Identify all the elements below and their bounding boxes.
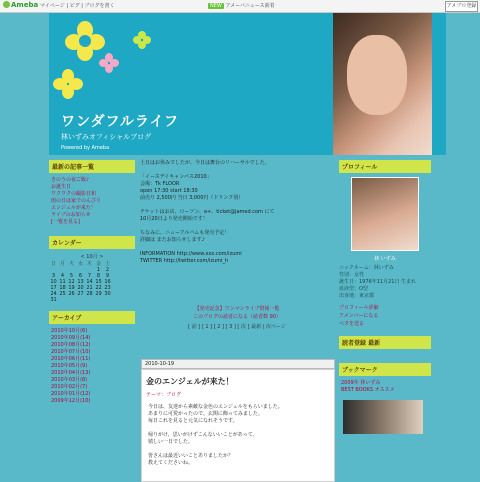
article-line [140, 223, 334, 230]
profile-details: ニックネーム：林いずみ 性別：女性 誕生日：1976年11月21日 生まれ 血液型：O型 出身地：東京都 [339, 265, 417, 299]
banner-image[interactable] [343, 400, 423, 434]
reader-heading[interactable]: 読者登録 最新 [339, 336, 431, 349]
profile-photo[interactable] [351, 177, 419, 251]
portrait [347, 35, 407, 115]
entry-line: 今日は、友達から素敵な金色のエンジェルをもらいました。 [148, 404, 283, 410]
list-item[interactable]: 2010年01月(12) [51, 391, 91, 397]
calendar-week: 24 25 26 27 28 29 30 [50, 291, 111, 297]
article-line: 土日はお休みでしたが、今日は舞台のリハーサルでした。 [140, 160, 270, 166]
article-line: open 17:30 start 18:30 [140, 188, 198, 194]
entry-line: 教えてくださいね。 [148, 460, 194, 466]
entry-links [140, 305, 334, 331]
list-item[interactable]: 雨の日は家でのんびり [51, 198, 102, 204]
article-line: 「イースデイキャンパス2010」 [140, 174, 212, 180]
flower-decoration [133, 31, 151, 49]
amember-link[interactable]: アメンバーになる [339, 313, 379, 319]
bookmark-list [339, 380, 431, 394]
entry-line: 帰りがけ、思いがけずこんないいことがあって、 [148, 432, 258, 438]
article-line[interactable]: INFORMATION http://www.xxx.com/izumi [140, 251, 242, 257]
article-line: 前売り 2,500円 当日 3,000円（ドリンク別） [140, 195, 244, 201]
flower-decoration [99, 53, 119, 73]
live-info-link[interactable]: 【発売記念】ワンマンライブ情報一覧 [194, 306, 280, 312]
list-item[interactable]: 2010年10月(6) [51, 328, 88, 334]
flower-decoration [53, 69, 83, 99]
article-line [140, 202, 334, 209]
article-line: チケットはお店、ローソン、e+、ticket@jamed.com にて [140, 209, 275, 215]
list-item[interactable]: 2010年09月(14) [51, 335, 91, 341]
list-item[interactable]: エンジェルが来た！ [51, 205, 96, 211]
article-line: ちなみに、ニューアルバムも発売予定！ [140, 230, 230, 236]
calendar-week: 1 2 [96, 267, 110, 273]
list-item[interactable]: ワクワクの撮影日和 [51, 191, 97, 197]
profile-heading: プロフィール [339, 160, 431, 173]
list-item[interactable]: 2010年05月(9) [51, 363, 88, 369]
bookmark-heading: ブックマーク [339, 363, 431, 376]
calendar [49, 260, 112, 303]
blog-subtitle: 林いずみオフィシャルブログ [61, 133, 152, 141]
entry-line: 嬉しい一日でした。 [148, 439, 194, 445]
list-item[interactable]: 2009年12月(10) [51, 398, 91, 404]
entry-line [148, 425, 328, 432]
entry-line: 皆さんは最近いいことありましたか？ [148, 453, 234, 459]
archive-list [49, 328, 135, 405]
recent-entries-heading: 最新の記事一覧 [49, 160, 135, 173]
powered-by: Powered by Ameba [61, 145, 110, 151]
login-button[interactable]: アメブロ登録 [445, 1, 478, 12]
article-line [140, 167, 334, 174]
list-item[interactable]: きのうの夜ご飯♪ [51, 177, 90, 183]
archive-heading: アーカイブ [49, 311, 135, 324]
main-column [140, 160, 334, 331]
list-item[interactable]: 2010年04月(13) [51, 370, 91, 376]
article-line [140, 244, 334, 251]
article-line[interactable]: TWITTER http://twitter.com/izumi_h [140, 258, 229, 264]
entry-line: 毎日これを見ると元気になれそうです。 [148, 418, 238, 424]
header-strip [432, 13, 446, 155]
pager[interactable]: [ 前 ] [ 1 ] [ 2 ] [ 3 ] [ 次 ] 最新 | 次ページ [188, 324, 286, 330]
list-item[interactable]: BEST BOOKS オススメ [341, 387, 395, 393]
article-line: 詳細は またお知らせします♪ [140, 237, 205, 243]
calendar-weekdays: 日 月 火 水 木 金 土 [50, 261, 110, 267]
list-item[interactable]: 2010年07月(10) [51, 349, 91, 355]
calendar-week: 10 11 12 13 14 15 16 [50, 279, 111, 285]
calendar-week: 31 [50, 297, 57, 303]
header-photo [333, 13, 432, 155]
entry [141, 369, 335, 482]
list-item[interactable]: ライブのお知らせ [51, 212, 91, 218]
recent-entries-list [49, 177, 135, 226]
calendar-week: 17 18 19 20 21 22 23 [50, 285, 111, 291]
article-line: 10月20日より発売開始です！ [140, 216, 208, 222]
ameba-logo-icon [3, 1, 10, 8]
list-item[interactable]: お誕生日 [51, 184, 72, 190]
list-item[interactable]: 2010年06月(11) [51, 356, 91, 362]
topbar-news[interactable]: NEW アメーバニュース新着 [210, 3, 275, 9]
subscribe-link[interactable]: このブログの読者になる（読者数 90） [193, 314, 281, 320]
list-item[interactable]: 2010年03月(8) [51, 377, 88, 383]
left-sidebar [49, 160, 135, 405]
list-item[interactable]: 2010年08月(12) [51, 342, 91, 348]
profile-detail-link[interactable]: プロフィール詳細 [339, 305, 379, 311]
right-sidebar [339, 160, 431, 434]
peta-link[interactable]: ペタを送る [339, 321, 365, 327]
calendar-month[interactable]: < 10月 > [80, 254, 104, 260]
calendar-week: 3 4 5 6 7 8 9 [51, 273, 110, 279]
calendar-heading: カレンダー [49, 236, 135, 249]
blog-title[interactable]: ワンダフルライフ [61, 114, 180, 130]
blog-header [49, 13, 333, 155]
entry-theme[interactable]: テーマ：ブログ [146, 392, 182, 398]
profile-name[interactable]: 林 いずみ [374, 256, 396, 262]
entry-line: あまりに可愛かったので、玄関に飾ってみました。 [148, 411, 263, 417]
article-line: 会場：Tk FLOOR [140, 181, 180, 187]
article-body [140, 160, 334, 265]
ameba-topbar [0, 0, 480, 13]
entry-body [148, 404, 328, 467]
entry-date: 2010-10-19 [141, 359, 335, 369]
entry-line [148, 446, 328, 453]
list-item[interactable]: 2010年02月(7) [51, 384, 88, 390]
ameba-logo[interactable]: Ameba [3, 1, 38, 9]
profile-actions [339, 304, 431, 328]
topbar-links[interactable]: マイページ | ピグ | ブログを書く [40, 3, 115, 9]
list-item[interactable]: [一覧を見る] [51, 219, 80, 225]
entry-title[interactable]: 金のエンジェルが来た！ [146, 377, 234, 386]
list-item[interactable]: 2009年 林いずみ [341, 380, 381, 386]
new-badge: NEW [210, 3, 222, 9]
